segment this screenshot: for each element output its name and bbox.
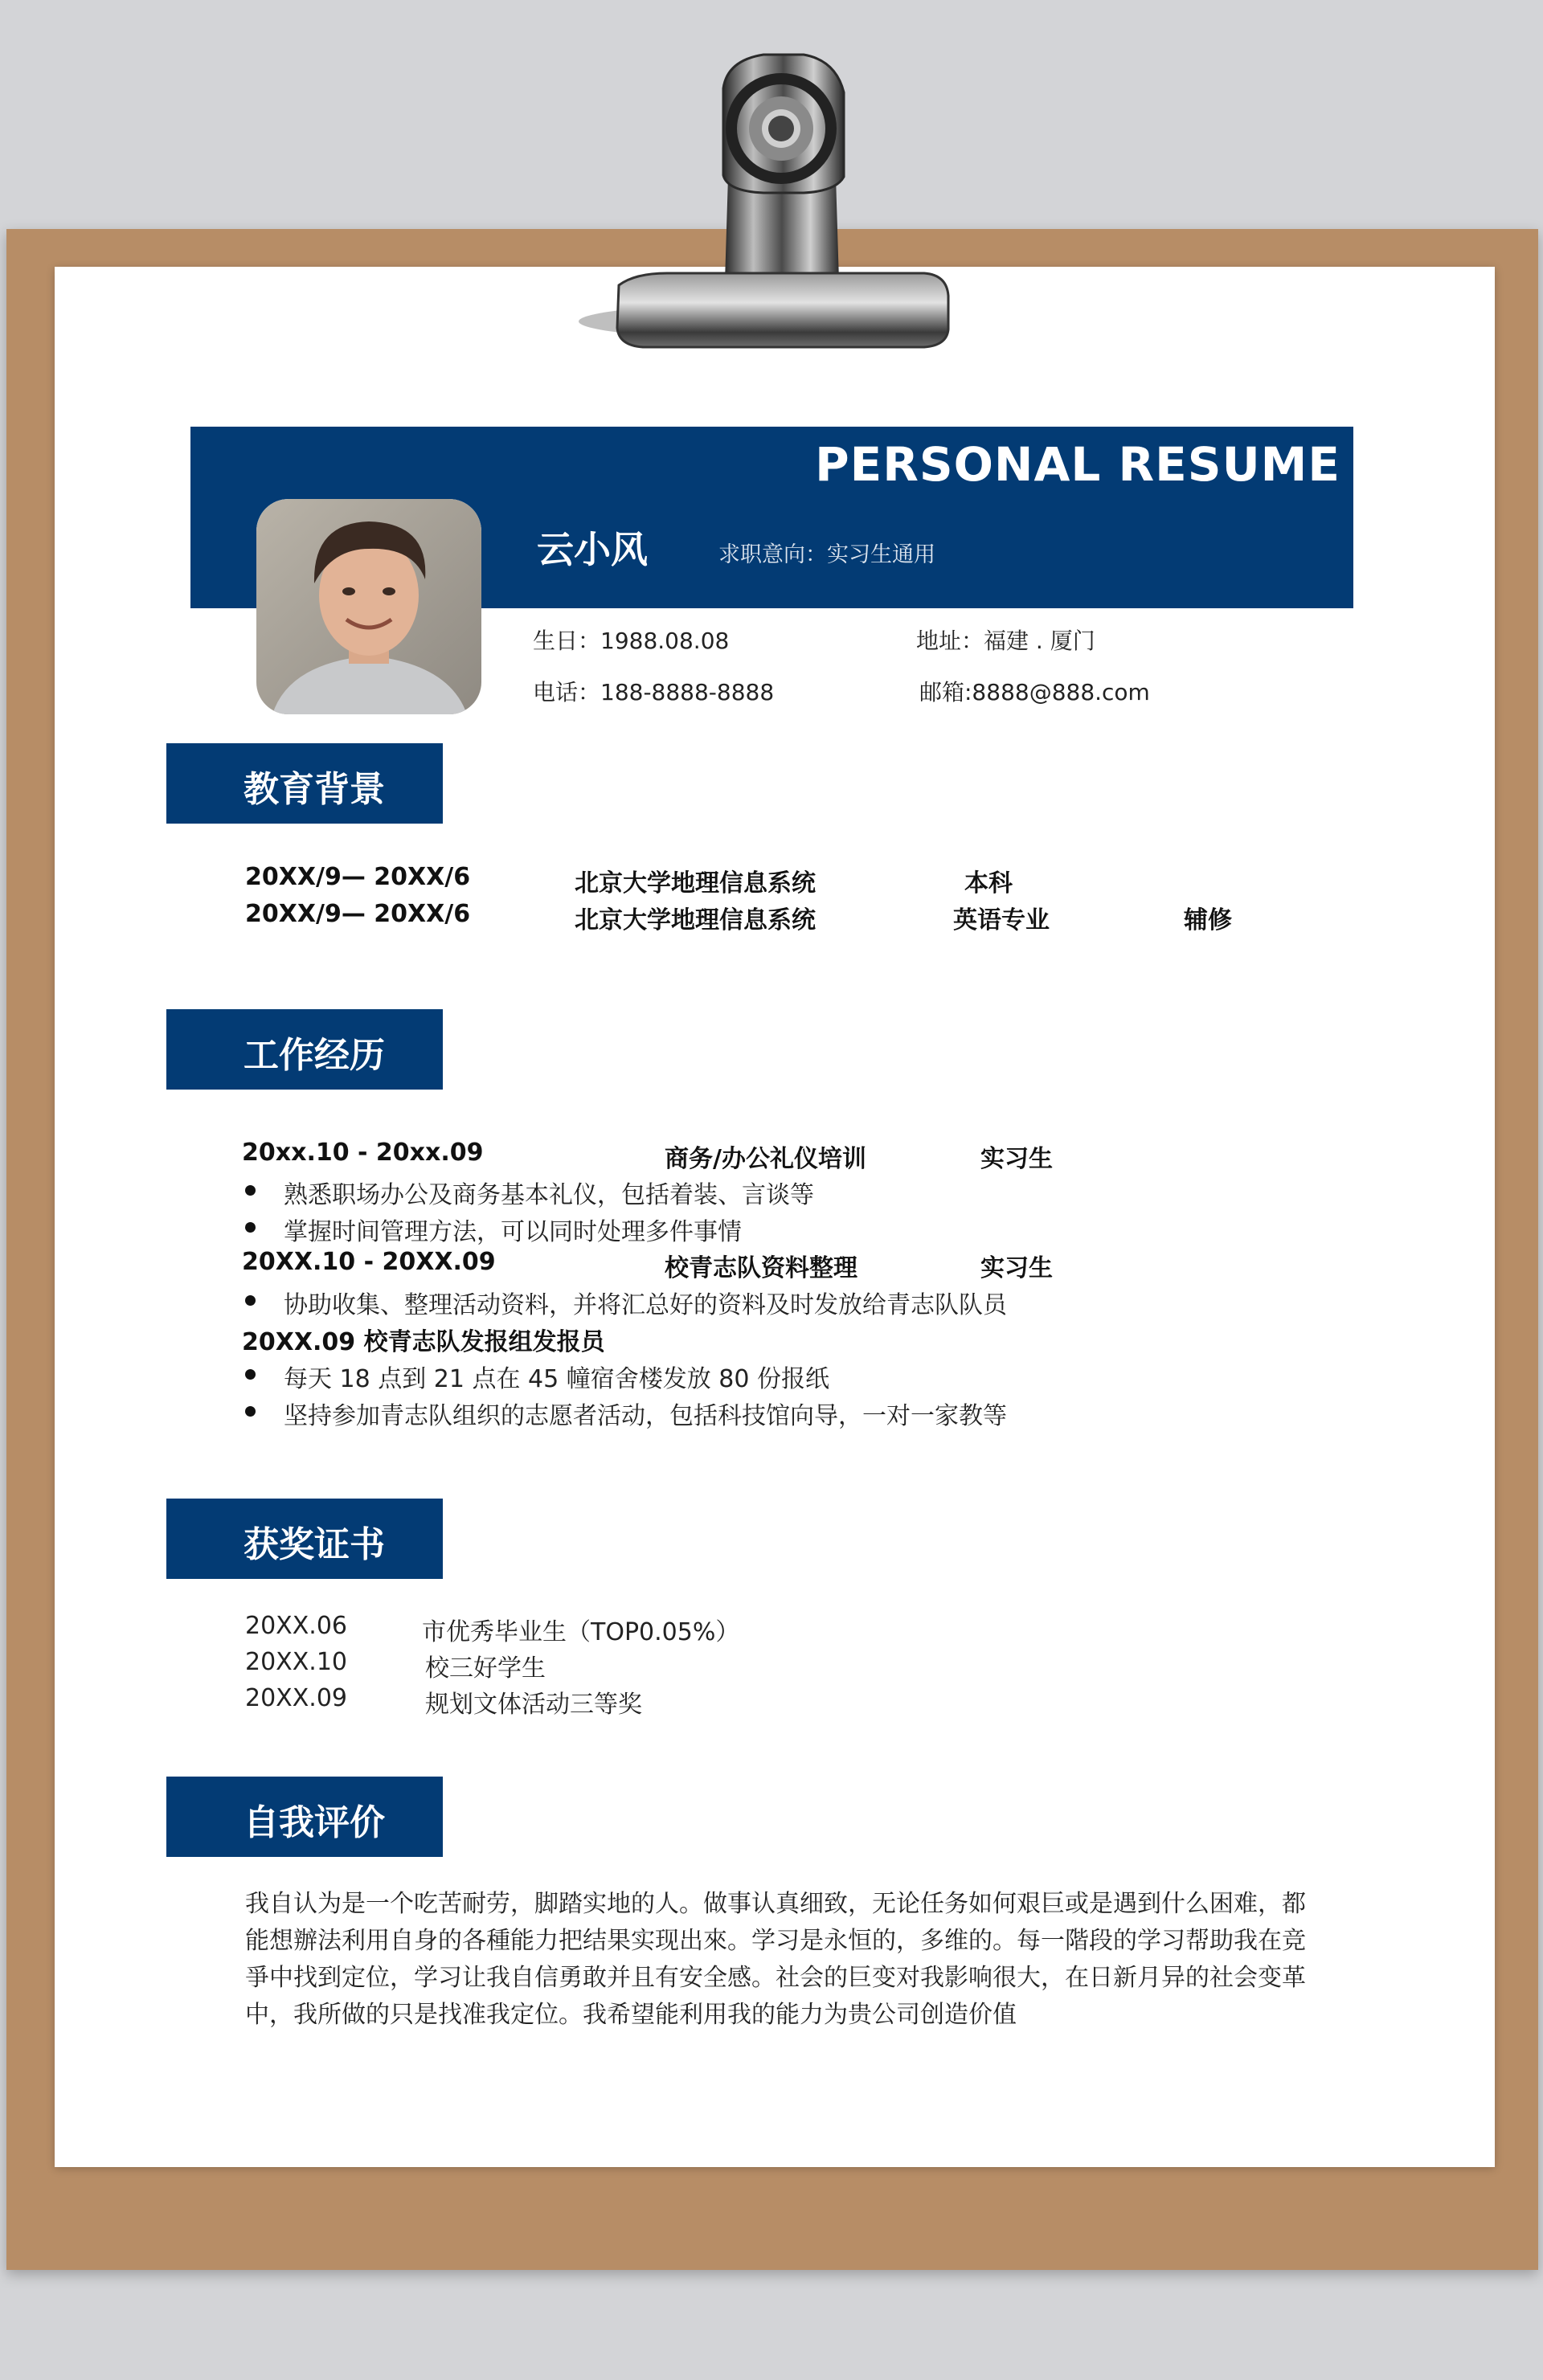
edu-period: 20XX/9— 20XX/6 [245, 900, 471, 928]
job-bullet: 坚持参加青志队组织的志愿者活动，包括科技馆向导，一对一家教等 [284, 1402, 1007, 1430]
job-period: 20XX.10 - 20XX.09 [242, 1248, 496, 1276]
award-date: 20XX.06 [245, 1612, 347, 1640]
job-bullet: 协助收集、整理活动资料，并将汇总好的资料及时发放给青志队队员 [284, 1291, 1007, 1319]
avatar [256, 499, 481, 714]
job-role: 实习生 [980, 1145, 1053, 1173]
bullet-icon [245, 1295, 256, 1306]
self-eval-paragraph [245, 1886, 1314, 2034]
bullet-icon [245, 1369, 256, 1380]
bullet-icon [245, 1185, 256, 1196]
resume-title: PERSONAL RESUME [815, 437, 1340, 492]
award-name: 校三好学生 [425, 1654, 546, 1683]
edu-school: 北京大学地理信息系统 [575, 906, 816, 934]
self-eval-line: 能想辦法利用自身的各種能力把结果实现出來。学习是永恒的，多维的。每一階段的学习帮助我在竞 [245, 1927, 1306, 1955]
phone: 电话：188-8888-8888 [533, 679, 775, 705]
edu-degree: 本科 [964, 869, 1013, 898]
section-title-education: 教育背景 [244, 769, 385, 810]
self-eval-line: 中，我所做的只是找准我定位。我希望能利用我的能力为贵公司创造价值 [245, 2001, 1017, 2029]
award-date: 20XX.10 [245, 1648, 347, 1676]
job-bullet: 每天 18 点到 21 点在 45 幢宿舍楼发放 80 份报纸 [284, 1365, 829, 1393]
section-title-work: 工作经历 [244, 1035, 385, 1076]
email: 邮箱:8888@888.com [919, 679, 1150, 705]
edu-school: 北京大学地理信息系统 [575, 869, 816, 898]
address: 地址：福建 . 厦门 [916, 628, 1095, 654]
job-period: 20xx.10 - 20xx.09 [242, 1139, 484, 1167]
job-org: 商务/办公礼仪培训 [665, 1145, 866, 1173]
job-header: 20XX.09 校青志队发报组发报员 [242, 1328, 605, 1356]
candidate-name: 云小风 [537, 528, 648, 571]
job-bullet: 熟悉职场办公及商务基本礼仪，包括着装、言谈等 [284, 1181, 814, 1209]
birth-date: 生日：1988.08.08 [533, 628, 730, 654]
bullet-icon [245, 1406, 256, 1417]
award-date: 20XX.09 [245, 1684, 347, 1712]
section-title-awards: 获奖证书 [244, 1524, 385, 1565]
job-bullet: 掌握时间管理方法，可以同时处理多件事情 [284, 1218, 742, 1246]
self-eval-line: 我自认为是一个吃苦耐劳，脚踏实地的人。做事认真细致，无论任务如何艰巨或是遇到什么困难，都 [245, 1890, 1306, 1918]
award-name: 市优秀毕业生（TOP0.05%） [422, 1618, 740, 1646]
edu-degree: 英语专业 [953, 906, 1050, 934]
edu-period: 20XX/9— 20XX/6 [245, 863, 471, 891]
bullet-icon [245, 1222, 256, 1233]
self-eval-line: 爭中找到定位，学习让我自信勇敢并且有安全感。社会的巨变对我影响很大，在日新月异的社会变革 [245, 1964, 1306, 1992]
job-org: 校青志队资料整理 [665, 1254, 857, 1282]
award-name: 规划文体活动三等奖 [425, 1691, 642, 1719]
section-title-self-eval: 自我评价 [244, 1802, 385, 1843]
job-role: 实习生 [980, 1254, 1053, 1282]
job-intent: 求职意向：实习生通用 [718, 542, 935, 567]
edu-extra: 辅修 [1184, 906, 1232, 934]
